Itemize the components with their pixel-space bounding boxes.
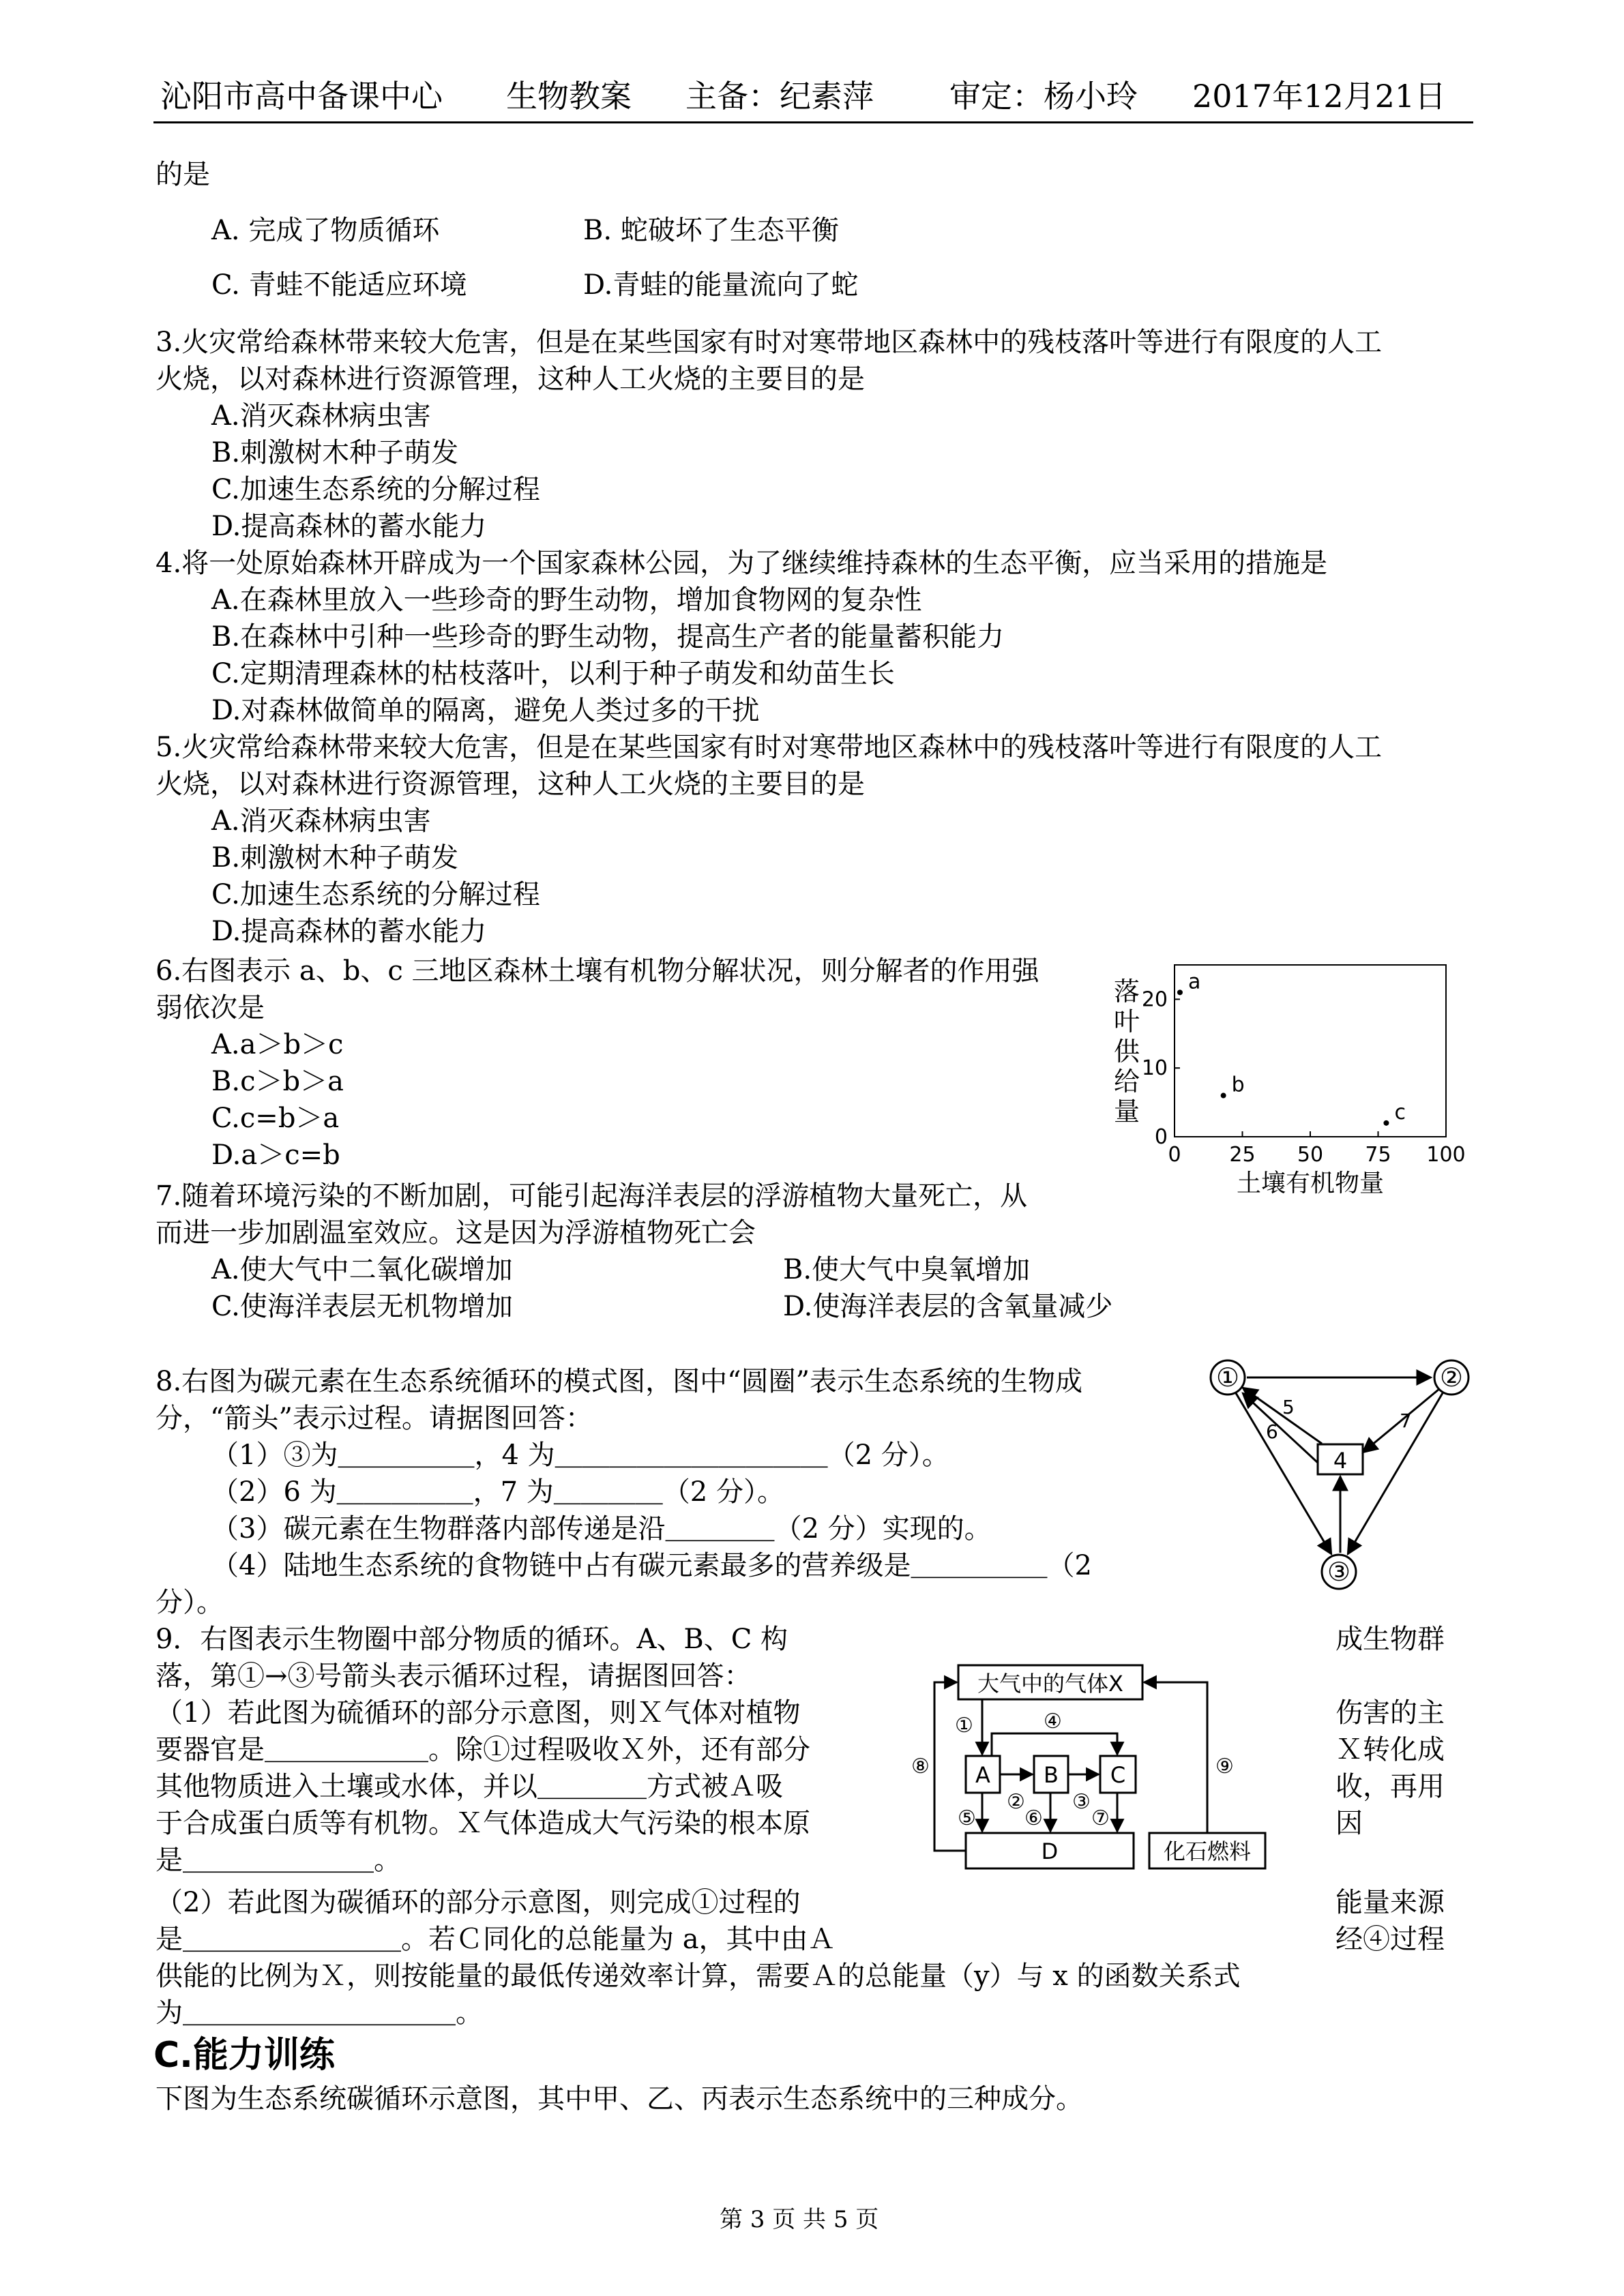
arrow-7-label: ⑦ <box>1091 1806 1110 1830</box>
chart-xtick-label: 100 <box>1426 1143 1466 1167</box>
chart-xtick-label: 0 <box>1168 1143 1181 1167</box>
section-c-title: C.能力训练 <box>153 2035 335 2076</box>
q5-option-b: B.刺激树木种子萌发 <box>211 842 459 874</box>
q4-option-d: D.对森林做简单的隔离，避免人类过多的干扰 <box>211 695 760 726</box>
q2-tail: 的是 <box>156 159 210 190</box>
chart-xtick-label: 50 <box>1297 1143 1324 1167</box>
node-2-label: ② <box>1439 1362 1464 1392</box>
arrow-1-label: ① <box>955 1714 973 1738</box>
q9-line-3b: 伤害的主 <box>1335 1697 1445 1729</box>
chart-ytick-label: 20 <box>1141 987 1168 1012</box>
q9-line-1b: 成生物群 <box>1335 1624 1445 1655</box>
header-reviewer: 审定：杨小玲 <box>949 78 1138 115</box>
chart-point-c <box>1383 1120 1389 1126</box>
q3-option-d: D.提高森林的蓄水能力 <box>211 511 487 542</box>
chart-point-label-b: b <box>1231 1073 1245 1097</box>
q8-stem-1: 8.右图为碳元素在生态系统循环的模式图，图中“圆圈”表示生态系统的生物成 <box>156 1366 1083 1397</box>
chart-ylabel-5: 量 <box>1113 1097 1140 1127</box>
q9-line-1a: 9．右图表示生物圈中部分物质的循环。A、B、C 构 <box>156 1624 788 1655</box>
q8-part-2: （2）6 为＿＿＿＿＿，7 为＿＿＿＿（2 分）。 <box>211 1476 784 1508</box>
q5-option-d: D.提高森林的蓄水能力 <box>211 916 487 947</box>
q8-part-4: （4）陆地生态系统的食物链中占有碳元素最多的营养级是＿＿＿＿＿（2 <box>211 1550 1092 1581</box>
box-c-label: C <box>1110 1762 1126 1788</box>
arrow-4-to-1-lower <box>1243 1393 1318 1463</box>
q5-stem-1: 5.火灾常给森林带来较大危害，但是在某些国家有时对寒带地区森林中的残枝落叶等进行有限度的人工 <box>156 732 1383 763</box>
arrow-9 <box>1144 1682 1207 1833</box>
q7-option-d: D.使海洋表层的含氧量减少 <box>783 1291 1113 1322</box>
arrow-9-label: ⑨ <box>1215 1755 1234 1778</box>
q9-line-6a: 于合成蛋白质等有机物。Ｘ气体造成大气污染的根本原 <box>156 1808 810 1839</box>
header-rule <box>153 121 1473 123</box>
q8-stem-2: 分，“箭头”表示过程。请据图回答： <box>156 1403 593 1434</box>
chart-ylabel-1: 落 <box>1113 976 1140 1007</box>
section-c-intro: 下图为生态系统碳循环示意图，其中甲、乙、丙表示生态系统中的三种成分。 <box>156 2083 1083 2115</box>
q9-line-4b: Ｘ转化成 <box>1335 1734 1445 1765</box>
q7-option-c: C.使海洋表层无机物增加 <box>211 1291 513 1322</box>
q7-stem-2: 而进一步加剧温室效应。这是因为浮游植物死亡会 <box>156 1217 756 1249</box>
q9-line-6b: 因 <box>1335 1808 1363 1839</box>
q6-option-d: D.a＞c=b <box>211 1139 340 1171</box>
arrow-5-label: 5 <box>1282 1396 1295 1418</box>
chart-point-b <box>1221 1093 1226 1099</box>
arrow-2-label: ② <box>1007 1790 1025 1814</box>
q9-line-10: 供能的比例为Ｘ，则按能量的最低传递效率计算，需要Ａ的总能量（y）与 x 的函数关系式 <box>156 1960 1241 1992</box>
header-org: 沁阳市高中备课中心 <box>160 78 443 115</box>
q9-line-8b: 能量来源 <box>1335 1887 1445 1918</box>
q6-option-b: B.c＞b＞a <box>211 1066 344 1097</box>
chart-xtick-label: 75 <box>1365 1143 1391 1167</box>
chart-point-label-c: c <box>1394 1100 1406 1124</box>
chart-ylabel-3: 供 <box>1113 1037 1140 1067</box>
q4-option-b: B.在森林中引种一些珍奇的野生动物，提高生产者的能量蓄积能力 <box>211 621 1005 653</box>
q2-option-c: C. 青蛙不能适应环境 <box>211 269 467 301</box>
arrow-7-label: 7 <box>1400 1410 1412 1432</box>
q9-line-11: 为＿＿＿＿＿＿＿＿＿＿。 <box>156 1997 483 2029</box>
q6-stem-2: 弱依次是 <box>156 992 265 1024</box>
chart-xlabel: 土壤有机物量 <box>1236 1169 1385 1197</box>
chart-ytick-label: 0 <box>1154 1125 1168 1149</box>
q4-stem: 4.将一处原始森林开辟成为一个国家森林公园，为了继续维持森林的生态平衡，应当采用的措施是 <box>156 548 1328 579</box>
q2-option-a: A. 完成了物质循环 <box>211 215 440 246</box>
box-a-label: A <box>975 1762 990 1788</box>
q3-option-c: C.加速生态系统的分解过程 <box>211 474 540 505</box>
q8-part-1: （1）③为＿＿＿＿＿，4 为＿＿＿＿＿＿＿＿＿＿（2 分）。 <box>211 1440 949 1471</box>
node-4-label: 4 <box>1333 1448 1348 1474</box>
node-3-label: ③ <box>1327 1557 1351 1587</box>
node-1-label: ① <box>1215 1362 1240 1392</box>
q4-option-c: C.定期清理森林的枯枝落叶，以利于种子萌发和幼苗生长 <box>211 658 895 689</box>
q5-stem-2: 火烧，以对森林进行资源管理，这种人工火烧的主要目的是 <box>156 769 865 800</box>
q9-line-2: 落，第①→③号箭头表示循环过程，请据图回答： <box>156 1660 752 1692</box>
fuel-box-label: 化石燃料 <box>1163 1838 1252 1864</box>
arrow-5-label: ⑤ <box>958 1806 976 1830</box>
q4-option-a: A.在森林里放入一些珍奇的野生动物，增加食物网的复杂性 <box>211 584 922 616</box>
box-d-label: D <box>1041 1838 1059 1864</box>
q6-option-c: C.c=b＞a <box>211 1103 340 1134</box>
q6-scatter-chart <box>1098 951 1480 1204</box>
q5-option-a: A.消灭森林病虫害 <box>211 805 431 837</box>
arrow-6-label: ⑥ <box>1024 1806 1043 1830</box>
q6-option-a: A.a＞b＞c <box>211 1029 344 1060</box>
chart-ylabel-4: 给 <box>1113 1067 1140 1097</box>
q9-line-5b: 收，再用 <box>1335 1771 1445 1802</box>
q9-line-9a: 是＿＿＿＿＿＿＿＿。若Ｃ同化的总能量为 a，其中由Ａ <box>156 1924 836 1955</box>
q9-material-cycle-diagram <box>907 1657 1289 1889</box>
q7-option-b: B.使大气中臭氧增加 <box>783 1254 1031 1285</box>
arrow-4 <box>992 1733 1117 1756</box>
q9-line-8a: （2）若此图为碳循环的部分示意图，则完成①过程的 <box>156 1887 801 1918</box>
q8-part-3: （3）碳元素在生物群落内部传递是沿＿＿＿＿（2 分）实现的。 <box>211 1513 992 1545</box>
q9-line-3a: （1）若此图为硫循环的部分示意图，则Ｘ气体对植物 <box>156 1697 801 1729</box>
q3-stem-1: 3.火灾常给森林带来较大危害，但是在某些国家有时对寒带地区森林中的残枝落叶等进行有限度的人工 <box>156 327 1383 358</box>
q8-part-4-cont: 分）。 <box>156 1587 224 1618</box>
box-b-label: B <box>1044 1762 1059 1788</box>
header-date: 2017年12月21日 <box>1192 78 1447 115</box>
arrow-8-label: ⑧ <box>911 1755 930 1778</box>
q3-option-b: B.刺激树木种子萌发 <box>211 437 459 468</box>
q3-option-a: A.消灭森林病虫害 <box>211 400 431 432</box>
chart-ylabel-2: 叶 <box>1113 1007 1140 1037</box>
q6-stem-1: 6.右图表示 a、b、c 三地区森林土壤有机物分解状况，则分解者的作用强 <box>156 955 1039 987</box>
q8-carbon-cycle-diagram <box>1200 1354 1487 1596</box>
q2-option-b: B. 蛇破坏了生态平衡 <box>583 215 839 246</box>
q5-option-c: C.加速生态系统的分解过程 <box>211 879 540 910</box>
q9-line-5a: 其他物质进入土壤或水体，并以＿＿＿＿方式被Ａ吸 <box>156 1771 783 1802</box>
q9-line-7: 是＿＿＿＿＿＿＿。 <box>156 1845 401 1876</box>
chart-ytick-label: 10 <box>1141 1056 1168 1081</box>
arrow-6-label: 6 <box>1266 1420 1278 1443</box>
q9-line-9b: 经④过程 <box>1335 1924 1445 1955</box>
q7-option-a: A.使大气中二氧化碳增加 <box>211 1254 513 1285</box>
page-footer: 第 3 页 共 5 页 <box>720 2206 879 2233</box>
chart-xtick-label: 25 <box>1229 1143 1256 1167</box>
chart-point-a <box>1177 989 1183 995</box>
q9-line-4a: 要器官是＿＿＿＿＿＿。除①过程吸收Ｘ外，还有部分 <box>156 1734 810 1765</box>
q2-option-d: D.青蛙的能量流向了蛇 <box>583 269 859 301</box>
arrow-4-label: ④ <box>1044 1710 1062 1733</box>
gas-box-label: 大气中的气体X <box>977 1671 1123 1697</box>
header-subject: 生物教案 <box>506 78 632 115</box>
header-author: 主备：纪素萍 <box>685 78 874 115</box>
chart-point-label-a: a <box>1187 970 1201 994</box>
arrow-3-label: ③ <box>1072 1790 1091 1814</box>
q3-stem-2: 火烧，以对森林进行资源管理，这种人工火烧的主要目的是 <box>156 363 865 395</box>
q7-stem-1: 7.随着环境污染的不断加剧，可能引起海洋表层的浮游植物大量死亡，从 <box>156 1180 1028 1212</box>
